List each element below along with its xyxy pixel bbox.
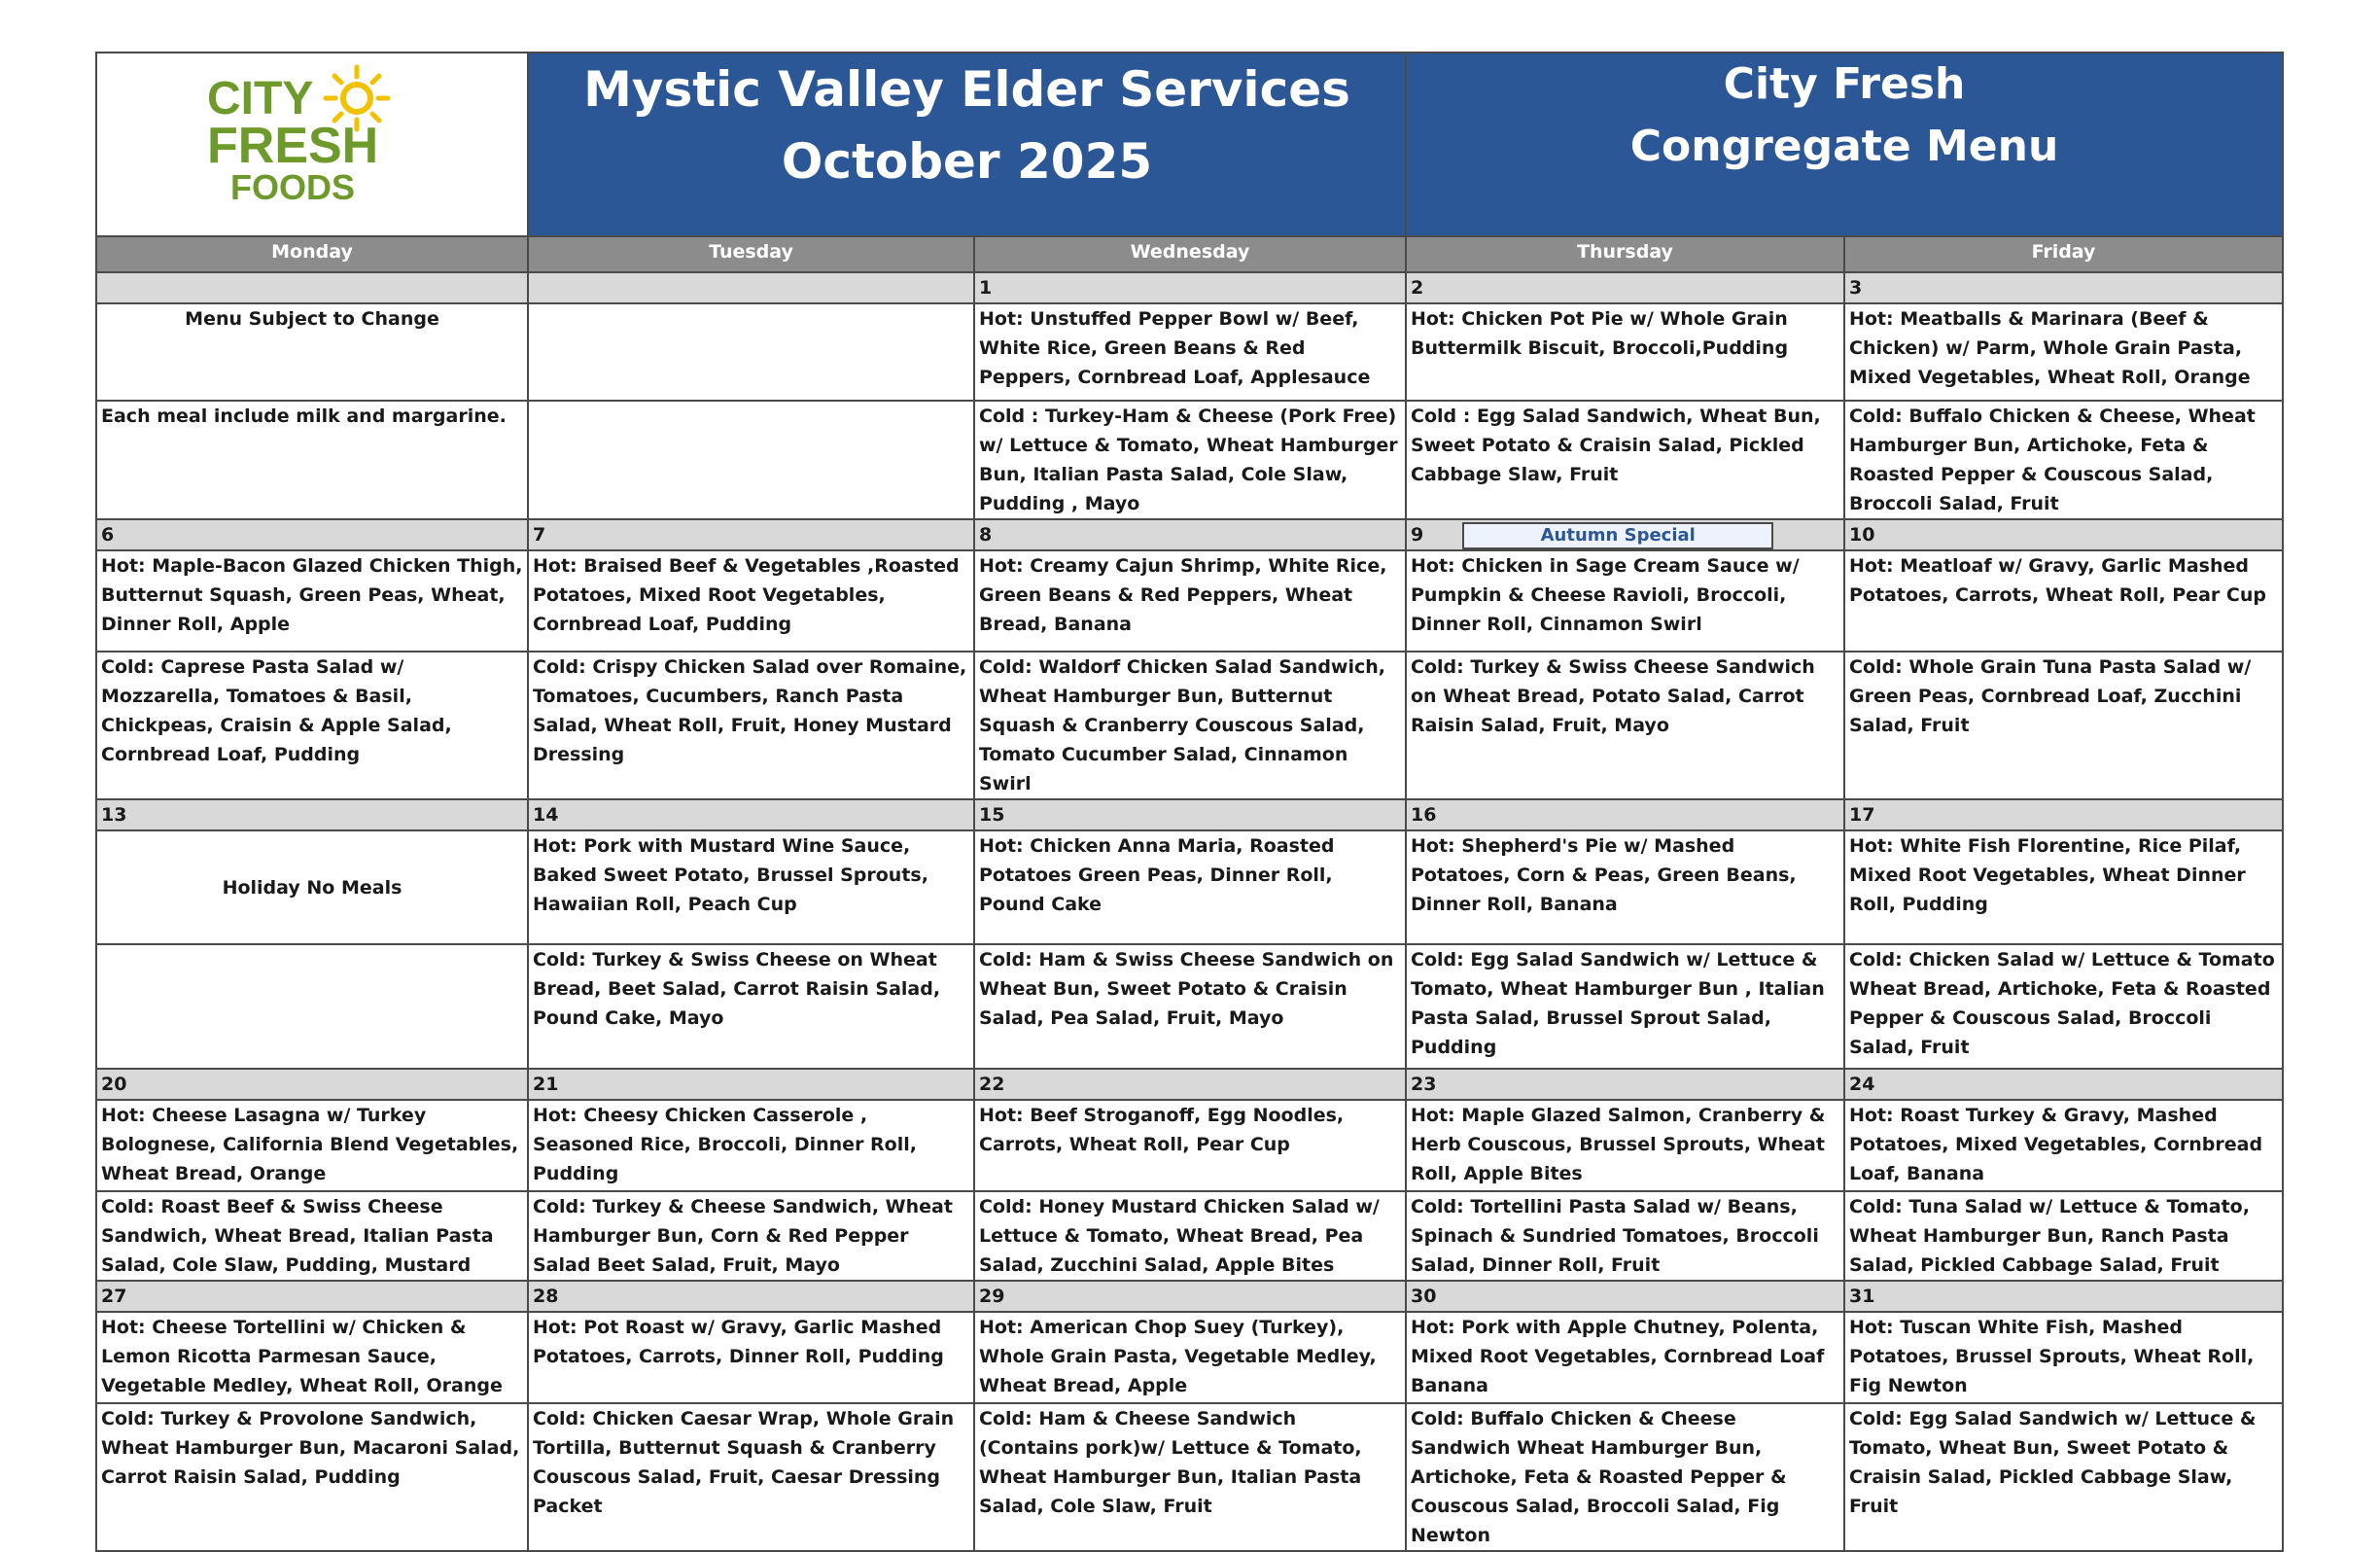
date-cell: 16 xyxy=(1406,799,1844,830)
date-number: 9 xyxy=(1411,524,1424,546)
brand-title: City Fresh xyxy=(1723,59,1966,109)
hot-meal xyxy=(528,303,974,401)
hot-meal: Hot: Cheese Lasagna w/ Turkey Bolognese, California Blend Vegetables, Wheat Bread, Orange xyxy=(96,1100,528,1191)
date-cell: 27 xyxy=(96,1281,528,1312)
date-row-week5 xyxy=(96,1281,2283,1312)
date-cell: 20 xyxy=(96,1069,528,1100)
day-thursday: Thursday xyxy=(1406,236,1844,272)
weekday-header-row xyxy=(96,236,2283,272)
day-tuesday: Tuesday xyxy=(528,236,974,272)
hot-meal: Hot: Chicken in Sage Cream Sauce w/ Pumpkin & Cheese Ravioli, Broccoli, Dinner Roll, Cinnamon Swirl xyxy=(1406,550,1844,652)
holiday-notice: Holiday No Meals xyxy=(96,830,528,944)
date-cell: 14 xyxy=(528,799,974,830)
date-row-week2 xyxy=(96,519,2283,550)
hot-meal: Hot: Braised Beef & Vegetables ,Roasted Potatoes, Mixed Root Vegetables, Cornbread Loaf, Pudding xyxy=(528,550,974,652)
date-cell: 2 xyxy=(1406,272,1844,303)
title-banner xyxy=(528,53,1406,236)
cold-meal: Cold: Tortellini Pasta Salad w/ Beans, Spinach & Sundried Tomatoes, Broccoli Salad, Dinner Roll, Fruit xyxy=(1406,1191,1844,1281)
cold-meal: Cold: Egg Salad Sandwich w/ Lettuce & Tomato, Wheat Bun, Sweet Potato & Craisin Salad, Pickled Cabbage Slaw, Fruit xyxy=(1844,1403,2283,1551)
brand-banner xyxy=(1406,53,2283,236)
cold-meal: Cold: Turkey & Provolone Sandwich, Wheat Hamburger Bun, Macaroni Salad, Carrot Raisin Salad, Pudding xyxy=(96,1403,528,1551)
cold-row-week3 xyxy=(96,944,2283,1069)
date-cell: 24 xyxy=(1844,1069,2283,1100)
date-cell: 13 xyxy=(96,799,528,830)
cold-row-week4 xyxy=(96,1191,2283,1281)
svg-text:FRESH: FRESH xyxy=(207,118,379,174)
month-title: October 2025 xyxy=(781,133,1153,190)
date-cell: 10 xyxy=(1844,519,2283,550)
date-cell: 22 xyxy=(974,1069,1406,1100)
date-cell: 28 xyxy=(528,1281,974,1312)
date-row-week4 xyxy=(96,1069,2283,1100)
date-cell: 31 xyxy=(1844,1281,2283,1312)
date-cell xyxy=(1406,519,1844,550)
cold-meal: Cold: Turkey & Swiss Cheese Sandwich on Wheat Bread, Potato Salad, Carrot Raisin Salad, Fruit, Mayo xyxy=(1406,652,1844,799)
svg-text:CITY: CITY xyxy=(207,73,314,124)
hot-meal: Hot: Cheese Tortellini w/ Chicken & Lemon Ricotta Parmesan Sauce, Vegetable Medley, Wheat Roll, Orange xyxy=(96,1312,528,1403)
hot-meal: Hot: Meatballs & Marinara (Beef & Chicken) w/ Parm, Whole Grain Pasta, Mixed Vegetables, Wheat Roll, Orange xyxy=(1844,303,2283,401)
day-wednesday: Wednesday xyxy=(974,236,1406,272)
org-title: Mystic Valley Elder Services xyxy=(583,61,1350,118)
date-cell: 30 xyxy=(1406,1281,1844,1312)
hot-meal: Hot: Creamy Cajun Shrimp, White Rice, Green Beans & Red Peppers, Wheat Bread, Banana xyxy=(974,550,1406,652)
autumn-special-badge: Autumn Special xyxy=(1462,522,1773,549)
header-row xyxy=(96,53,2283,236)
cold-meal xyxy=(528,401,974,519)
hot-meal: Hot: Tuscan White Fish, Mashed Potatoes, Brussel Sprouts, Wheat Roll, Fig Newton xyxy=(1844,1312,2283,1403)
cold-meal: Cold: Tuna Salad w/ Lettuce & Tomato, Wheat Hamburger Bun, Ranch Pasta Salad, Pickled Cabbage Salad, Fruit xyxy=(1844,1191,2283,1281)
meal-note: Each meal include milk and margarine. xyxy=(96,401,528,519)
date-cell xyxy=(528,272,974,303)
cold-meal: Cold: Chicken Salad w/ Lettuce & Tomato Wheat Bread, Artichoke, Feta & Roasted Pepper & Couscous Salad, Broccoli Salad, Fruit xyxy=(1844,944,2283,1069)
hot-meal: Hot: Chicken Pot Pie w/ Whole Grain Buttermilk Biscuit, Broccoli,Pudding xyxy=(1406,303,1844,401)
cold-row-week1 xyxy=(96,401,2283,519)
cold-meal: Cold: Buffalo Chicken & Cheese, Wheat Hamburger Bun, Artichoke, Feta & Roasted Pepper & Couscous Salad, Broccoli Salad, Fruit xyxy=(1844,401,2283,519)
cold-meal: Cold: Buffalo Chicken & Cheese Sandwich Wheat Hamburger Bun, Artichoke, Feta & Roasted Pepper & Couscous Salad, Broccoli Salad, Fig Newton xyxy=(1406,1403,1844,1551)
date-cell: 1 xyxy=(974,272,1406,303)
date-cell: 7 xyxy=(528,519,974,550)
date-cell: 21 xyxy=(528,1069,974,1100)
logo-image xyxy=(195,53,429,219)
cold-meal: Cold : Egg Salad Sandwich, Wheat Bun, Sweet Potato & Craisin Salad, Pickled Cabbage Slaw, Fruit xyxy=(1406,401,1844,519)
cold-row-week5 xyxy=(96,1403,2283,1551)
cold-meal: Cold: Chicken Caesar Wrap, Whole Grain Tortilla, Butternut Squash & Cranberry Couscous Salad, Fruit, Caesar Dressing Packet xyxy=(528,1403,974,1551)
menu-calendar xyxy=(95,52,2284,1552)
hot-meal: Hot: Unstuffed Pepper Bowl w/ Beef, White Rice, Green Beans & Red Peppers, Cornbread Loaf, Applesauce xyxy=(974,303,1406,401)
hot-meal: Hot: Pork with Apple Chutney, Polenta, Mixed Root Vegetables, Cornbread Loaf Banana xyxy=(1406,1312,1844,1403)
cold-meal: Cold: Whole Grain Tuna Pasta Salad w/ Green Peas, Cornbread Loaf, Zucchini Salad, Fruit xyxy=(1844,652,2283,799)
date-cell: 29 xyxy=(974,1281,1406,1312)
hot-meal: Hot: Cheesy Chicken Casserole , Seasoned Rice, Broccoli, Dinner Roll, Pudding xyxy=(528,1100,974,1191)
cold-meal: Cold: Turkey & Swiss Cheese on Wheat Bread, Beet Salad, Carrot Raisin Salad, Pound Cake, Mayo xyxy=(528,944,974,1069)
date-row-week3 xyxy=(96,799,2283,830)
cold-meal: Cold: Crispy Chicken Salad over Romaine, Tomatoes, Cucumbers, Ranch Pasta Salad, Wheat Roll, Fruit, Honey Mustard Dressing xyxy=(528,652,974,799)
hot-row-week4 xyxy=(96,1100,2283,1191)
hot-meal: Hot: Meatloaf w/ Gravy, Garlic Mashed Potatoes, Carrots, Wheat Roll, Pear Cup xyxy=(1844,550,2283,652)
date-cell: 23 xyxy=(1406,1069,1844,1100)
cold-meal: Cold: Turkey & Cheese Sandwich, Wheat Hamburger Bun, Corn & Red Pepper Salad Beet Salad, Fruit, Mayo xyxy=(528,1191,974,1281)
day-monday: Monday xyxy=(96,236,528,272)
hot-meal: Hot: Pork with Mustard Wine Sauce, Baked Sweet Potato, Brussel Sprouts, Hawaiian Roll, Peach Cup xyxy=(528,830,974,944)
hot-meal: Hot: White Fish Florentine, Rice Pilaf, Mixed Root Vegetables, Wheat Dinner Roll, Pudding xyxy=(1844,830,2283,944)
hot-meal: Hot: Shepherd's Pie w/ Mashed Potatoes, Corn & Peas, Green Beans, Dinner Roll, Banana xyxy=(1406,830,1844,944)
hot-row-week5 xyxy=(96,1312,2283,1403)
cold-meal: Cold: Roast Beef & Swiss Cheese Sandwich, Wheat Bread, Italian Pasta Salad, Cole Slaw, Pudding, Mustard xyxy=(96,1191,528,1281)
cold-meal: Cold: Ham & Swiss Cheese Sandwich on Wheat Bun, Sweet Potato & Craisin Salad, Pea Salad, Fruit, Mayo xyxy=(974,944,1406,1069)
hot-row-week3 xyxy=(96,830,2283,944)
hot-meal: Hot: Maple-Bacon Glazed Chicken Thigh, Butternut Squash, Green Peas, Wheat, Dinner Roll, Apple xyxy=(96,550,528,652)
hot-meal: Hot: Roast Turkey & Gravy, Mashed Potatoes, Mixed Vegetables, Cornbread Loaf, Banana xyxy=(1844,1100,2283,1191)
date-cell: 8 xyxy=(974,519,1406,550)
menu-type-title: Congregate Menu xyxy=(1629,122,2059,171)
hot-meal: Hot: American Chop Suey (Turkey), Whole Grain Pasta, Vegetable Medley, Wheat Bread, Apple xyxy=(974,1312,1406,1403)
date-cell: 6 xyxy=(96,519,528,550)
hot-meal: Hot: Chicken Anna Maria, Roasted Potatoes Green Peas, Dinner Roll, Pound Cake xyxy=(974,830,1406,944)
city-fresh-foods-logo xyxy=(96,53,528,236)
date-cell: 3 xyxy=(1844,272,2283,303)
date-row-week1 xyxy=(96,272,2283,303)
date-cell: 15 xyxy=(974,799,1406,830)
hot-meal: Hot: Pot Roast w/ Gravy, Garlic Mashed Potatoes, Carrots, Dinner Roll, Pudding xyxy=(528,1312,974,1403)
hot-row-week1 xyxy=(96,303,2283,401)
day-friday: Friday xyxy=(1844,236,2283,272)
cold-meal xyxy=(96,944,528,1069)
svg-text:FOODS: FOODS xyxy=(230,167,356,207)
menu-note: Menu Subject to Change xyxy=(96,303,528,401)
cold-meal: Cold: Honey Mustard Chicken Salad w/ Lettuce & Tomato, Wheat Bread, Pea Salad, Zucchini Salad, Apple Bites xyxy=(974,1191,1406,1281)
cold-meal: Cold: Waldorf Chicken Salad Sandwich, Wheat Hamburger Bun, Butternut Squash & Cranberry Couscous Salad, Tomato Cucumber Salad, Cinnamon Swirl xyxy=(974,652,1406,799)
cold-meal: Cold: Ham & Cheese Sandwich (Contains pork)w/ Lettuce & Tomato, Wheat Hamburger Bun, Italian Pasta Salad, Cole Slaw, Fruit xyxy=(974,1403,1406,1551)
cold-meal: Cold: Egg Salad Sandwich w/ Lettuce & Tomato, Wheat Hamburger Bun , Italian Pasta Salad, Brussel Sprout Salad, Pudding xyxy=(1406,944,1844,1069)
hot-meal: Hot: Beef Stroganoff, Egg Noodles, Carrots, Wheat Roll, Pear Cup xyxy=(974,1100,1406,1191)
date-cell: 17 xyxy=(1844,799,2283,830)
date-cell xyxy=(96,272,528,303)
cold-meal: Cold: Caprese Pasta Salad w/ Mozzarella, Tomatoes & Basil, Chickpeas, Craisin & Apple Salad, Cornbread Loaf, Pudding xyxy=(96,652,528,799)
cold-row-week2 xyxy=(96,652,2283,799)
hot-row-week2 xyxy=(96,550,2283,652)
hot-meal: Hot: Maple Glazed Salmon, Cranberry & Herb Couscous, Brussel Sprouts, Wheat Roll, Apple Bites xyxy=(1406,1100,1844,1191)
cold-meal: Cold : Turkey-Ham & Cheese (Pork Free) w/ Lettuce & Tomato, Wheat Hamburger Bun, Italian Pasta Salad, Cole Slaw, Pudding , Mayo xyxy=(974,401,1406,519)
